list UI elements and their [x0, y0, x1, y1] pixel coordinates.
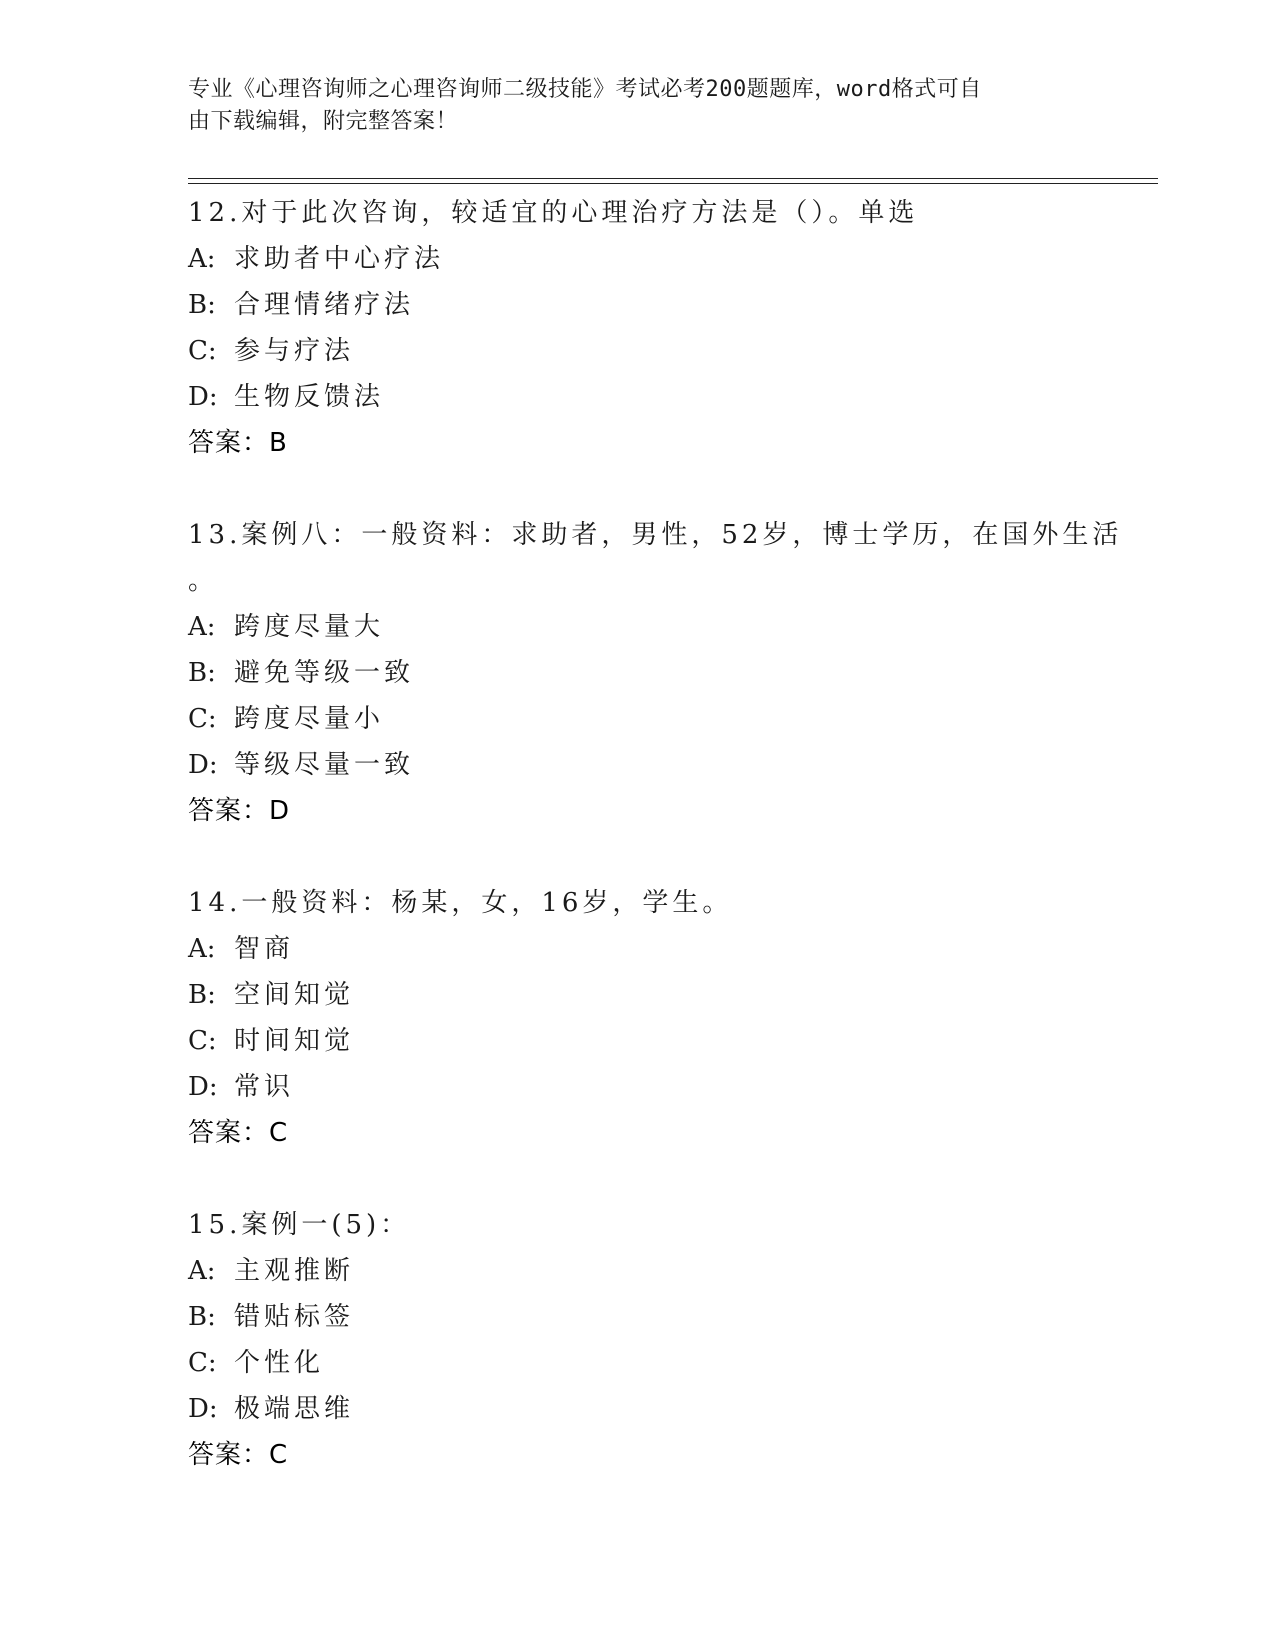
- option-b: [188, 972, 1188, 1018]
- option-text: 避免等级一致: [234, 658, 415, 688]
- header-divider-top: [188, 178, 1158, 179]
- option-d: [188, 374, 1188, 420]
- option-b: [188, 1294, 1188, 1340]
- option-text: 求助者中心疗法: [234, 244, 445, 274]
- option-c: [188, 1340, 1188, 1386]
- answer-line: 答案：C: [188, 1118, 289, 1148]
- option-a: [188, 236, 1188, 282]
- option-letter: A:: [188, 934, 216, 964]
- option-letter: D:: [188, 750, 218, 780]
- option-c: [188, 696, 1188, 742]
- question-12: [188, 190, 1188, 466]
- option-text: 等级尽量一致: [234, 750, 415, 780]
- option-text: 错贴标签: [234, 1302, 355, 1332]
- question-stem: 13.案例八：一般资料：求助者，男性，52岁，博士学历，在国外生活: [188, 520, 1123, 550]
- option-letter: D:: [188, 1072, 218, 1102]
- option-d: [188, 742, 1188, 788]
- option-letter: A:: [188, 612, 216, 642]
- document-header: [188, 74, 1068, 138]
- question-13: [188, 512, 1188, 834]
- option-a: [188, 1248, 1188, 1294]
- question-list: [188, 190, 1188, 1524]
- option-text: 主观推断: [234, 1256, 355, 1286]
- option-text: 参与疗法: [234, 336, 355, 366]
- question-stem: 15.案例一(5)：: [188, 1210, 411, 1240]
- option-letter: A:: [188, 1256, 216, 1286]
- option-a: [188, 604, 1188, 650]
- option-text: 跨度尽量小: [234, 704, 385, 734]
- option-text: 智商: [234, 934, 295, 964]
- option-letter: B:: [188, 980, 216, 1010]
- option-letter: A:: [188, 244, 216, 274]
- option-b: [188, 650, 1188, 696]
- option-a: [188, 926, 1188, 972]
- option-letter: C:: [188, 336, 217, 366]
- option-letter: C:: [188, 1026, 217, 1056]
- option-text: 合理情绪疗法: [234, 290, 415, 320]
- option-text: 跨度尽量大: [234, 612, 385, 642]
- header-line-2: 由下载编辑，附完整答案！: [188, 109, 459, 134]
- question-14: [188, 880, 1188, 1156]
- answer-line: 答案：C: [188, 1440, 289, 1470]
- question-stem-continuation: 。: [188, 566, 219, 596]
- option-letter: C:: [188, 1348, 217, 1378]
- option-letter: D:: [188, 382, 218, 412]
- option-text: 时间知觉: [234, 1026, 355, 1056]
- option-c: [188, 328, 1188, 374]
- header-line-1: 专业《心理咨询师之心理咨询师二级技能》考试必考200题题库，word格式可自: [188, 77, 982, 102]
- option-d: [188, 1064, 1188, 1110]
- answer-line: 答案：B: [188, 428, 288, 458]
- option-text: 常识: [234, 1072, 295, 1102]
- header-divider-bottom: [188, 183, 1158, 184]
- question-stem: 14.一般资料：杨某，女，16岁，学生。: [188, 888, 733, 918]
- option-d: [188, 1386, 1188, 1432]
- question-15: [188, 1202, 1188, 1478]
- option-text: 生物反馈法: [234, 382, 385, 412]
- option-text: 极端思维: [234, 1394, 355, 1424]
- option-c: [188, 1018, 1188, 1064]
- option-letter: B:: [188, 1302, 216, 1332]
- option-letter: C:: [188, 704, 217, 734]
- option-text: 空间知觉: [234, 980, 355, 1010]
- option-text: 个性化: [234, 1348, 325, 1378]
- option-letter: B:: [188, 658, 216, 688]
- option-b: [188, 282, 1188, 328]
- question-stem: 12.对于此次咨询，较适宜的心理治疗方法是（）。单选: [188, 198, 919, 228]
- answer-line: 答案：D: [188, 796, 291, 826]
- option-letter: B:: [188, 290, 216, 320]
- option-letter: D:: [188, 1394, 218, 1424]
